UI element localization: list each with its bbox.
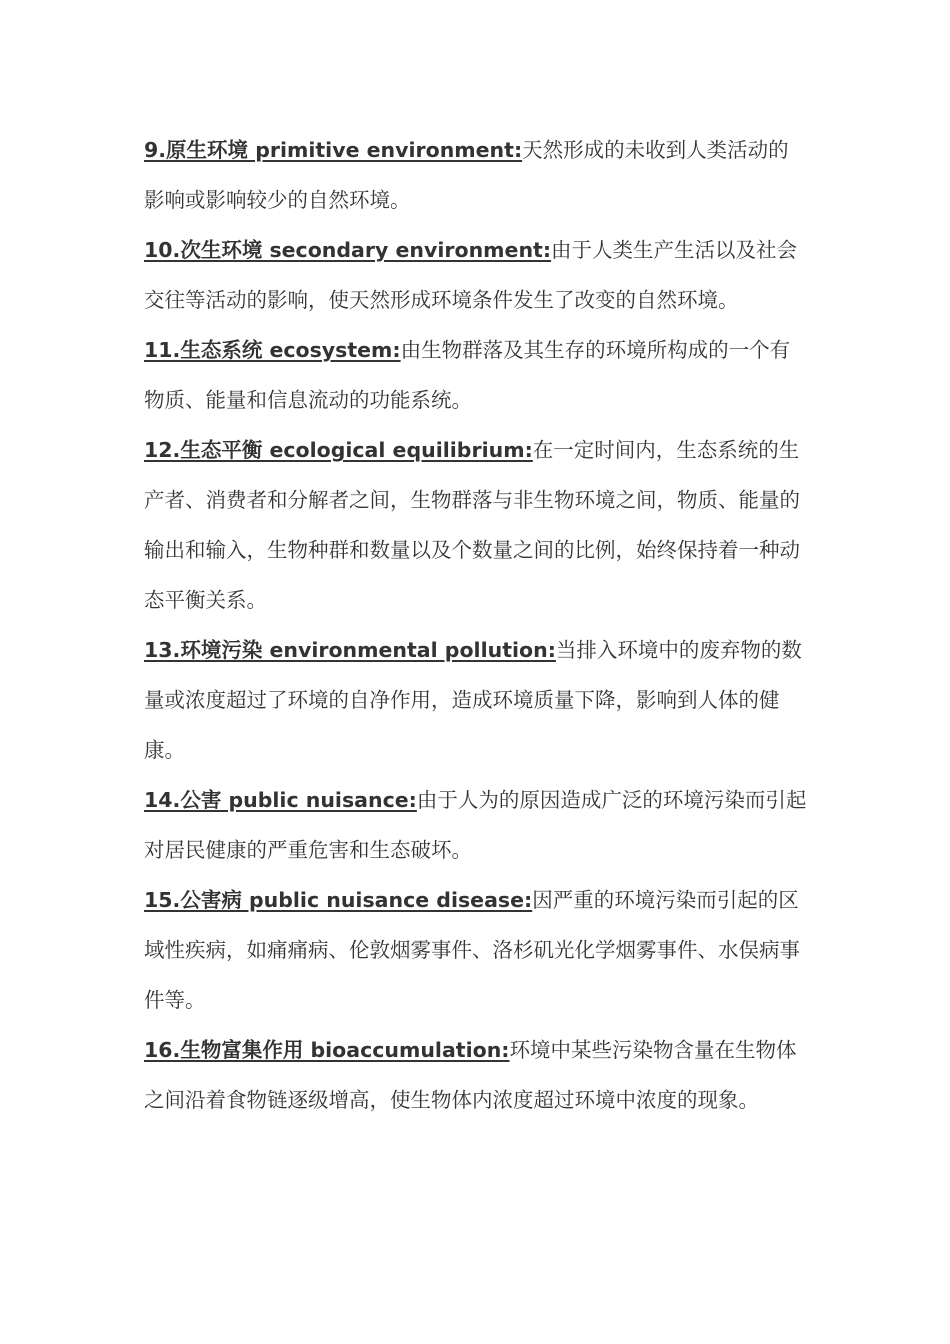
glossary-entry-16 [144, 1025, 808, 1125]
glossary-entry-15 [144, 875, 808, 1025]
entry-term: 11.生态系统 ecosystem: [144, 338, 401, 362]
entry-definition: 环境中某些污染物含量在生物体之间沿着食物链逐级增高，使生物体内浓度超过环境中浓度的现象。 [144, 1038, 797, 1112]
entry-term: 14.公害 public nuisance: [144, 788, 417, 812]
glossary-entry-14 [144, 775, 808, 875]
entry-definition: 天然形成的未收到人类活动的影响或影响较少的自然环境。 [144, 138, 789, 212]
entry-term: 15.公害病 public nuisance disease: [144, 888, 533, 912]
entry-definition: 在一定时间内，生态系统的生产者、消费者和分解者之间，生物群落与非生物环境之间，物质、能量的输出和输入，生物种群和数量以及个数量之间的比例，始终保持着一种动态平衡关系。 [144, 438, 800, 612]
glossary-entry-13 [144, 625, 808, 775]
glossary-entry-12 [144, 425, 808, 625]
entry-definition: 由生物群落及其生存的环境所构成的一个有物质、能量和信息流动的功能系统。 [144, 338, 791, 412]
entry-term: 9.原生环境 primitive environment: [144, 138, 523, 162]
entry-term: 13.环境污染 environmental pollution: [144, 638, 556, 662]
glossary-entry-10 [144, 225, 808, 325]
entry-term: 12.生态平衡 ecological equilibrium: [144, 438, 533, 462]
glossary-content [144, 125, 808, 1125]
entry-definition: 由于人类生产生活以及社会交往等活动的影响，使天然形成环境条件发生了改变的自然环境。 [144, 238, 798, 312]
entry-term: 10.次生环境 secondary environment: [144, 238, 552, 262]
entry-term: 16.生物富集作用 bioaccumulation: [144, 1038, 510, 1062]
entry-definition: 由于人为的原因造成广泛的环境污染而引起对居民健康的严重危害和生态破坏。 [144, 788, 807, 862]
glossary-entry-9 [144, 125, 808, 225]
entry-definition: 当排入环境中的废弃物的数量或浓度超过了环境的自净作用，造成环境质量下降，影响到人体的健康。 [144, 638, 802, 762]
glossary-entry-11 [144, 325, 808, 425]
entry-definition: 因严重的环境污染而引起的区域性疾病，如痛痛病、伦敦烟雾事件、洛杉矶光化学烟雾事件、水俣病事件等。 [144, 888, 800, 1012]
